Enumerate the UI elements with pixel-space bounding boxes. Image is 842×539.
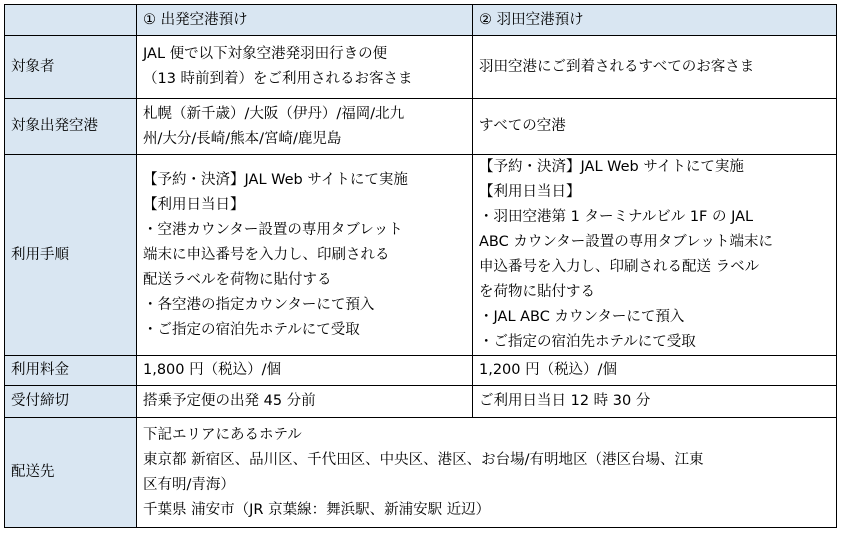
eligible-customers-option1: JAL 便で以下対象空港発羽田行きの便 （13 時前到着）をご利用されるお客さま	[137, 36, 473, 99]
deadline-option2: ご利用日当日 12 時 30 分	[473, 386, 837, 418]
table-row	[5, 36, 837, 99]
row-label-procedure: 利用手順	[5, 155, 137, 356]
procedure-option1: 【予約・決済】JAL Web サイトにて実施 【利用日当日】 ・空港カウンター設置の専用タブレット 端末に申込番号を入力し、印刷される 配送ラベルを荷物に貼付する ・各空港の指定カウンターにて預入 ・ご指定の宿泊先ホテルにて受取	[137, 155, 473, 356]
table-row	[5, 99, 837, 155]
header-haneda-airport-option: ② 羽田空港預け	[473, 5, 837, 36]
row-label-eligible-customers: 対象者	[5, 36, 137, 99]
table-row	[5, 356, 837, 386]
header-row	[5, 5, 837, 36]
table-row	[5, 418, 837, 528]
header-departure-airport-option: ① 出発空港預け	[137, 5, 473, 36]
departure-airports-option1: 札幌（新千歳）/大阪（伊丹）/福岡/北九 州/大分/長崎/熊本/宮崎/鹿児島	[137, 99, 473, 155]
row-label-deadline: 受付締切	[5, 386, 137, 418]
delivery-destination-detail: 下記エリアにあるホテル 東京都 新宿区、品川区、千代田区、中央区、港区、お台場/有明地区（港区台場、江東 区有明/青海） 千葉県 浦安市（JR 京葉線：舞浜駅、新浦安駅 近辺）	[137, 418, 837, 528]
table-row	[5, 155, 837, 356]
header-corner-cell	[5, 5, 137, 36]
fee-option1: 1,800 円（税込）/個	[137, 356, 473, 386]
departure-airports-option2: すべての空港	[473, 99, 837, 155]
row-label-fee: 利用料金	[5, 356, 137, 386]
eligible-customers-option2: 羽田空港にご到着されるすべてのお客さま	[473, 36, 837, 99]
deadline-option1: 搭乗予定便の出発 45 分前	[137, 386, 473, 418]
row-label-departure-airports: 対象出発空港	[5, 99, 137, 155]
row-label-delivery-destination: 配送先	[5, 418, 137, 528]
service-comparison-table	[4, 4, 837, 528]
procedure-option2: 【予約・決済】JAL Web サイトにて実施 【利用日当日】 ・羽田空港第 1 ターミナルビル 1F の JAL ABC カウンター設置の専用タブレット端末に 申込番号を入力し、印刷される配送 ラベル を荷物に貼付する ・JAL ABC カウンターにて預入 ・ご指定の宿泊先ホテルにて受取	[473, 155, 837, 356]
table-row	[5, 386, 837, 418]
fee-option2: 1,200 円（税込）/個	[473, 356, 837, 386]
